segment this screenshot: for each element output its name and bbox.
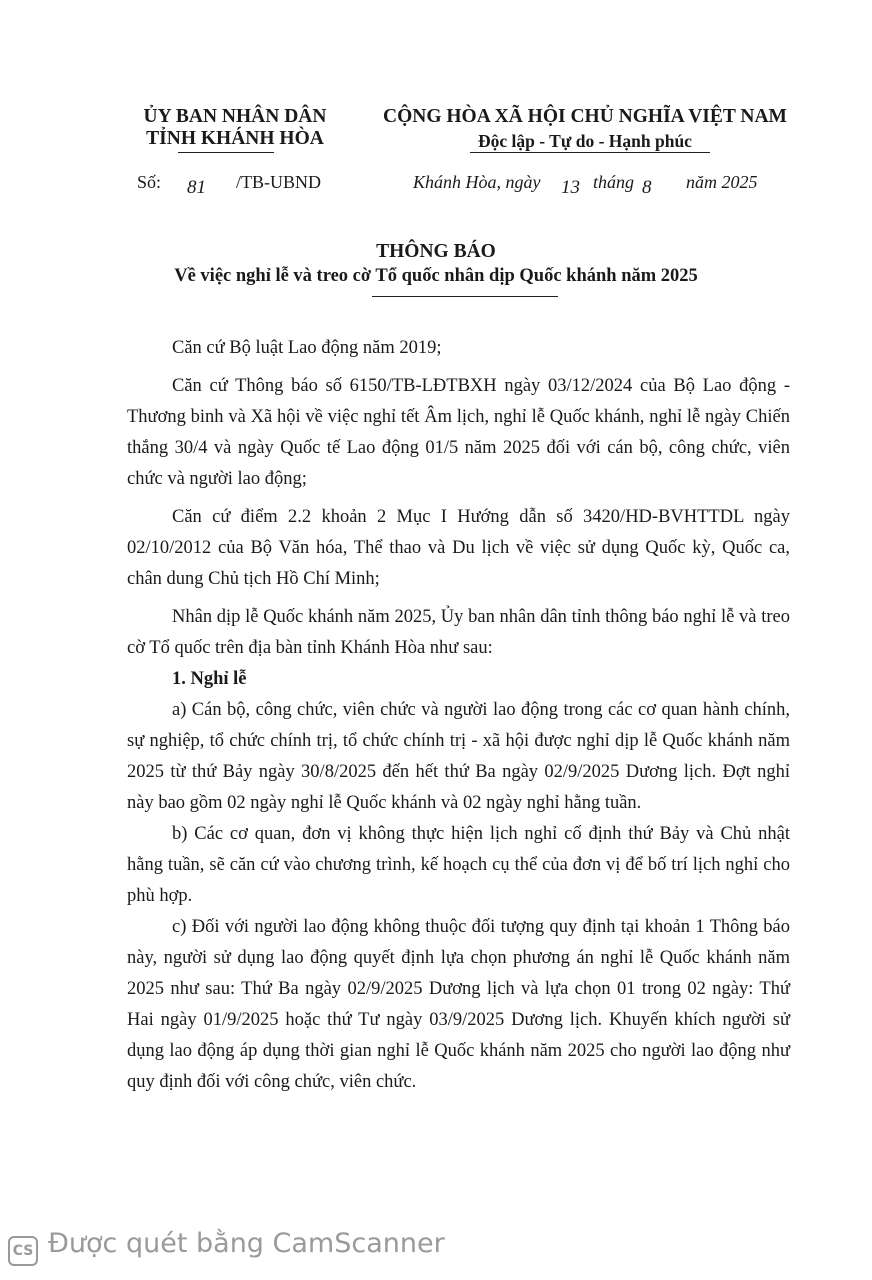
item-a: a) Cán bộ, công chức, viên chức và người lao động trong các cơ quan hành chính, sự nghiệp, tổ chức chính trị, tổ chức chính trị - xã hội được nghỉ dịp lễ Quốc khánh năm 2025 từ thứ Bảy ngày 30/8/2025 đến hết thứ Ba ngày 02/9/2025 Dương lịch. Đợt nghỉ này bao gồm 02 ngày nghỉ lễ Quốc khánh và 02 ngày nghỉ hằng tuần.	[127, 700, 790, 813]
section-1-heading: 1. Nghỉ lễ	[172, 669, 247, 689]
agency-line-1: ỦY BAN NHÂN DÂN	[143, 106, 327, 127]
item-c: c) Đối với người lao động không thuộc đối tượng quy định tại khoản 1 Thông báo này, người sử dụng lao động quyết định lựa chọn phương án nghỉ lễ Quốc khánh năm 2025 như sau: Thứ Ba ngày 02/9/2025 Dương lịch và lựa chọn 01 trong 02 ngày: Thứ Hai ngày 01/9/2025 hoặc thứ Tư ngày 03/9/2025 Dương lịch. Khuyến khích người sử dụng lao động áp dụng thời gian nghỉ lễ Quốc khánh năm 2025 cho người lao động như quy định đối với công chức, viên chức.	[127, 917, 790, 1092]
legal-basis-notice-6150: Căn cứ Thông báo số 6150/TB-LĐTBXH ngày 03/12/2024 của Bộ Lao động - Thương binh và Xã hội về việc nghỉ tết Âm lịch, nghỉ lễ Quốc khánh, nghỉ lễ ngày Chiến thắng 30/4 và ngày Quốc tế Lao động 01/5 năm 2025 đối với cán bộ, công chức, viên chức và người lao động;	[127, 376, 790, 489]
item-b: b) Các cơ quan, đơn vị không thực hiện lịch nghỉ cố định thứ Bảy và Chủ nhật hằng tuần, sẽ căn cứ vào chương trình, kế hoạch cụ thể của đơn vị để bố trí lịch nghỉ cho phù hợp.	[127, 824, 790, 906]
legal-basis-guideline-3420: Căn cứ điểm 2.2 khoản 2 Mục I Hướng dẫn số 3420/HD-BVHTTDL ngày 02/10/2012 của Bộ Văn hóa, Thể thao và Du lịch về việc sử dụng Quốc kỳ, Quốc ca, chân dung Chủ tịch Hồ Chí Minh;	[127, 507, 790, 589]
doc-number: 81	[187, 177, 206, 198]
title-underline	[372, 296, 558, 297]
doc-number-label: Số:	[137, 172, 162, 192]
date-place: Khánh Hòa, ngày	[413, 172, 541, 192]
national-title: CỘNG HÒA XÃ HỘI CHỦ NGHĨA VIỆT NAM	[383, 106, 787, 127]
national-motto: Độc lập - Tự do - Hạnh phúc	[478, 131, 692, 151]
legal-basis-labor-code: Căn cứ Bộ luật Lao động năm 2019;	[172, 338, 442, 358]
document-subtitle: Về việc nghỉ lễ và treo cờ Tổ quốc nhân dịp Quốc khánh năm 2025	[174, 266, 698, 286]
date-day: 13	[561, 177, 580, 198]
date-month: 8	[642, 177, 652, 198]
date-month-label: tháng	[593, 172, 635, 192]
motto-underline	[470, 152, 710, 153]
announcement-intro: Nhân dịp lễ Quốc khánh năm 2025, Ủy ban nhân dân tỉnh thông báo nghỉ lễ và treo cờ Tổ quốc trên địa bàn tỉnh Khánh Hòa như sau:	[127, 607, 790, 658]
agency-underline	[178, 152, 274, 153]
document-body	[127, 333, 790, 1098]
camscanner-logo: CS	[8, 1236, 38, 1266]
agency-line-2: TỈNH KHÁNH HÒA	[146, 128, 324, 149]
issuing-agency	[120, 106, 350, 150]
camscanner-watermark: Được quét bằng CamScanner	[48, 1228, 445, 1259]
date-year: năm 2025	[686, 172, 758, 192]
document-title: THÔNG BÁO	[376, 241, 496, 262]
doc-number-suffix: /TB-UBND	[236, 172, 321, 192]
